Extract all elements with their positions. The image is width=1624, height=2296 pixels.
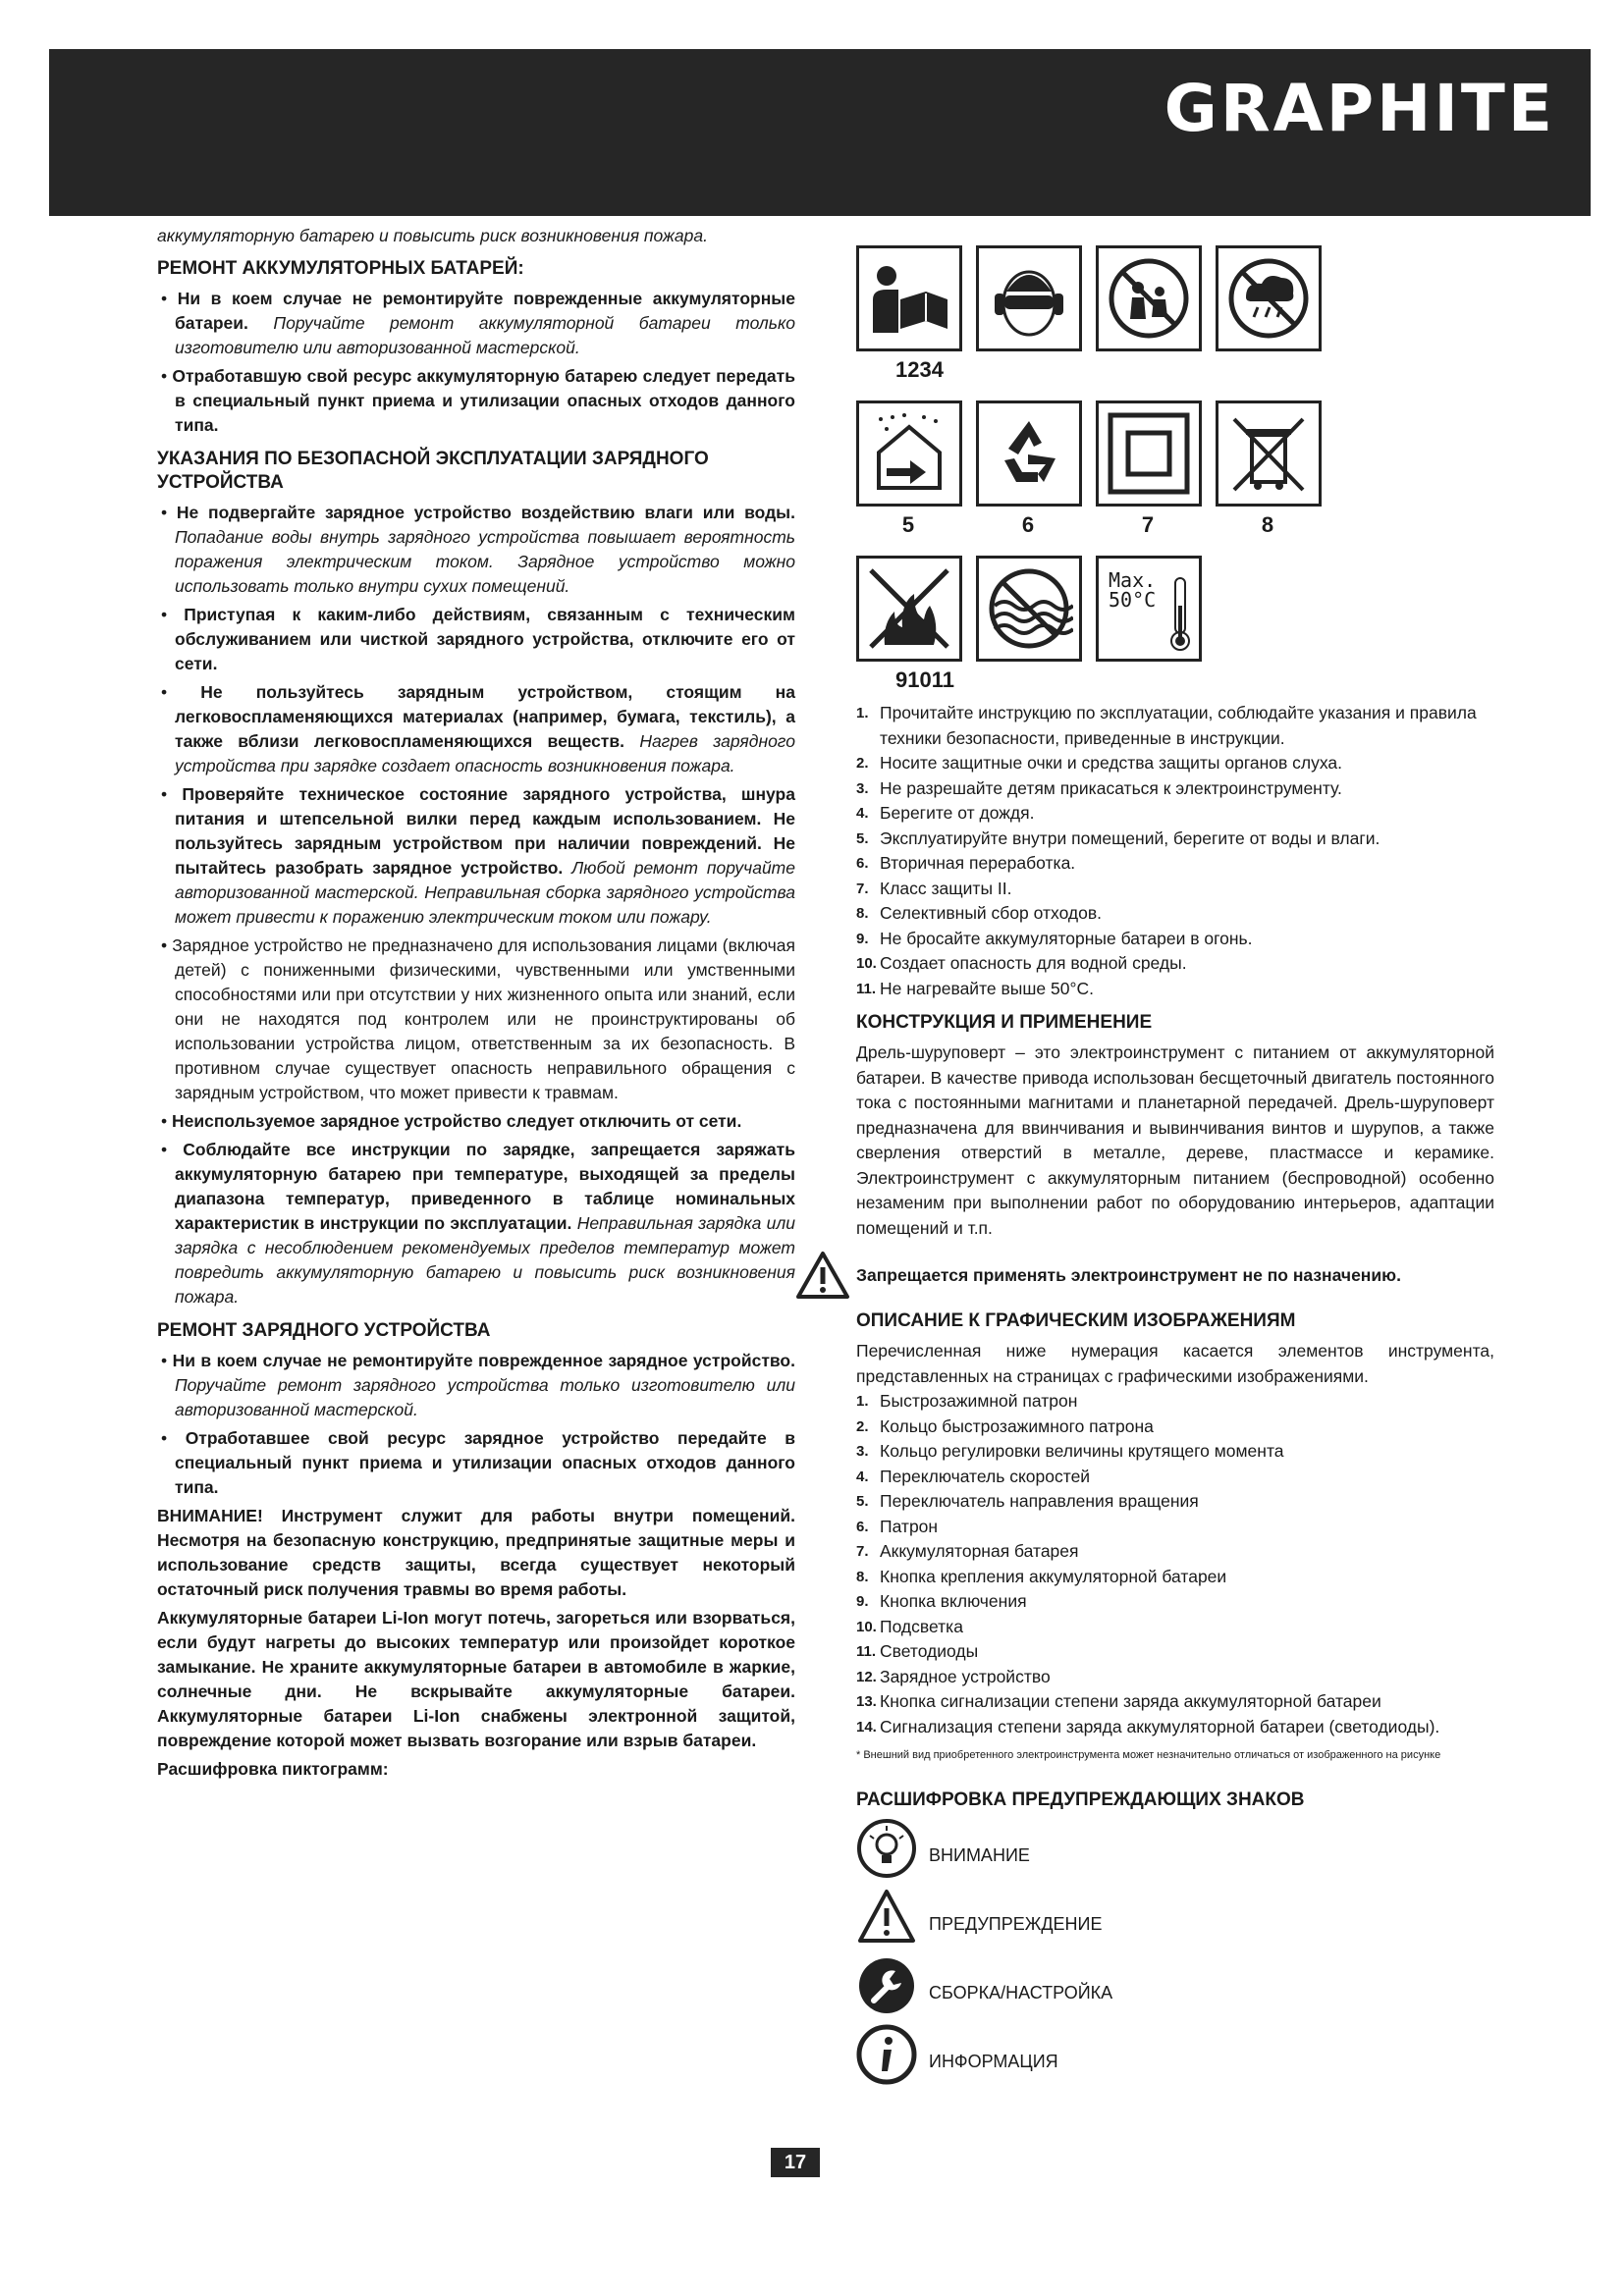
list-text: Не разрешайте детям прикасаться к электроинструменту. [880,777,1342,798]
bullet-item: • Зарядное устройство не предназначено для использования лицами (включая детей) с пониженными физическими, чувственными или умственными способностями или при отсутствии у них жизненного опыта или знаний, если они не находятся под контролем или не проинструктированы об использовании устройства лицом, ответственным за их безопасность. В противном случае существует опасность неправильного обращения с зарядным устройством, что может привести к травмам. [161,935,795,1102]
list-text: Аккумуляторная батарея [880,1541,1079,1561]
water-hazard-icon [976,556,1082,662]
list-number: 10. [856,955,877,972]
pictogram-legend-item [856,977,1494,1002]
list-number: 2. [856,1417,869,1435]
list-number: 2. [856,755,869,772]
bullet-item: • Отработавшее свой ресурс зарядное устройство передайте в специальный пункт приема и утилизации опасных отходов данного типа. [161,1428,795,1497]
list-text: Кольцо регулировки величины крутящего момента [880,1441,1284,1461]
list-text: Переключатель направления вращения [880,1491,1199,1511]
part-item [856,1489,1494,1515]
pictogram-row-1 [856,245,1494,351]
max-temperature-icon [1096,556,1202,662]
pictogram-numbers-3: 91011 [895,667,954,692]
part-item [856,1689,1494,1715]
list-number: 13. [856,1693,877,1710]
pictogram-legend-item [856,801,1494,827]
list-text: Кнопка включения [880,1591,1027,1611]
list-number: 1. [856,1393,869,1410]
max-label: Max. [1109,568,1157,592]
heading-battery-repair: РЕМОНТ АККУМУЛЯТОРНЫХ БАТАРЕЙ: [157,258,524,279]
no-children-icon [1096,245,1202,351]
list-text: Кольцо быстрозажимного патрона [880,1415,1154,1436]
part-item [856,1439,1494,1465]
list-text: Переключатель скоростей [880,1466,1091,1486]
recycling-icon [976,400,1082,507]
pictogram-legend-item [856,851,1494,877]
heading-warning-signs: РАСШИФРОВКА ПРЕДУПРЕЖДАЮЩИХ ЗНАКОВ [856,1789,1305,1810]
sign-information: ИНФОРМАЦИЯ [856,2024,1494,2085]
wrench-icon [856,1955,917,2016]
list-text: Зарядное устройство [880,1666,1051,1686]
list-number: 6. [856,1518,869,1535]
list-number: 4. [856,805,869,822]
list-text: Класс защиты II. [880,878,1012,898]
list-text: Вторичная переработка. [880,853,1076,873]
part-item [856,1389,1494,1415]
bullet-item: • Проверяйте техническое состояние зарядного устройства, шнура питания и штепсельной вилки перед каждым использованием. Не пользуйтесь зарядным устройством при наличии повреждений. Не пытайтесь разобрать зарядное устройство. Любой ремонт поручайте авторизованной мастерской. Неправильная сборка зарядного устройства может привести к поражению электрическим током или пожару. [161,784,795,927]
left-column [157,224,795,1786]
continuation-text: аккумуляторную батарею и повысить риск возникновения пожара. [157,226,708,245]
list-number: 3. [856,1443,869,1460]
list-text: Кнопка сигнализации степени заряда аккумуляторной батареи [880,1691,1381,1711]
pictogram-legend-item [856,827,1494,852]
attention-paragraph: ВНИМАНИЕ! Инструмент служит для работы внутри помещений. Несмотря на безопасную конструкцию, предпринятые защитные меры и использование средств защиты, всегда существует некоторый остаточный риск получения травмы во время работы. [157,1506,795,1599]
part-item [856,1715,1494,1740]
bullet-item: • Соблюдайте все инструкции по зарядке, запрещается заряжать аккумуляторную батарею при температуре, выходящей за пределы диапазона температур, приведенного в таблице номинальных характеристик в инструкции по эксплуатации. Неправильная зарядка или зарядка с несоблюдением рекомендуемых пределов температур может повредить аккумуляторную батарею и повысить риск возникновения пожара. [161,1140,795,1307]
list-number: 3. [856,779,869,797]
bullet-item: • Не подвергайте зарядное устройство воздействию влаги или воды. Попадание воды внутрь зарядного устройства повышает вероятность поражения электрическим током. Зарядное устройство можно использовать только внутри сухих помещений. [161,503,795,596]
heading-charger-repair: РЕМОНТ ЗАРЯДНОГО УСТРОЙСТВА [157,1320,491,1341]
bullet-item: • Ни в коем случае не ремонтируйте поврежденные аккумуляторные батареи. Поручайте ремонт аккумуляторной батареи только изготовителю или авторизованной мастерской. [161,289,795,357]
list-text: Сигнализация степени заряда аккумуляторной батареи (светодиоды). [880,1716,1440,1736]
bullet-item: • Ни в коем случае не ремонтируйте поврежденное зарядное устройство. Поручайте ремонт зарядного устройства только изготовителю или авторизованной мастерской. [161,1351,795,1419]
pictogram-legend-item [856,776,1494,802]
no-fire-battery-icon [856,556,962,662]
pictogram-legend-title: Расшифровка пиктограмм: [157,1759,389,1779]
sign-assembly: СБОРКА/НАСТРОЙКА [856,1955,1494,2016]
pictogram-legend-item [856,751,1494,776]
list-number: 5. [856,1493,869,1510]
list-number: 14. [856,1718,877,1735]
footnote: * Внешний вид приобретенного электроинструмента может незначительно отличаться от изображенного на рисунке [856,1749,1441,1761]
warning-triangle-icon [795,1251,850,1300]
list-text: Подсветка [880,1616,963,1636]
list-number: 11. [856,1643,877,1660]
list-text: Патрон [880,1516,939,1536]
thermometer-icon [1167,576,1193,653]
part-item [856,1615,1494,1640]
protection-class-ii-icon [1096,400,1202,507]
indoor-use-icon [856,400,962,507]
list-number: 8. [856,1568,869,1585]
list-number: 7. [856,1543,869,1560]
sign-attention: ВНИМАНИЕ [856,1818,1494,1879]
list-number: 8. [856,905,869,922]
list-text: Эксплуатируйте внутри помещений, берегите от воды и влаги. [880,828,1380,848]
pictogram-numbers-1: 1234 [895,357,944,382]
list-number: 9. [856,930,869,947]
part-item [856,1589,1494,1615]
list-text: Селективный сбор отходов. [880,903,1103,923]
list-number: 7. [856,880,869,897]
list-text: Берегите от дождя. [880,803,1035,823]
bullet-item: • Отработавшую свой ресурс аккумуляторную батарею следует передать в специальный пункт приема и утилизации опасных отходов данного типа. [161,366,795,435]
warning-triangle-icon [856,1887,917,1948]
list-number: 12. [856,1668,877,1685]
no-rain-icon [1216,245,1322,351]
heading-charger-safety: УКАЗАНИЯ ПО БЕЗОПАСНОЙ ЭКСПЛУАТАЦИИ ЗАРЯДНОГО УСТРОЙСТВА [157,449,709,493]
part-item [856,1415,1494,1440]
right-column [856,245,1494,2093]
crossed-bin-icon [1216,400,1322,507]
bullet-item: • Не пользуйтесь зарядным устройством, стоящим на легковоспламеняющихся материалах (например, бумага, текстиль), а также вблизи легковоспламеняющихся веществ. Нагрев зарядного устройства при зарядке создает опасность возникновения пожара. [161,682,795,775]
goggles-ear-protection-icon [976,245,1082,351]
pictogram-legend-list [856,701,1494,1001]
description-intro: Перечисленная ниже нумерация касается элементов инструмента, представленных на страницах с графическими изображениями. [856,1341,1494,1386]
pictogram-legend-item [856,927,1494,952]
pictogram-row-3 [856,556,1494,662]
brand-logo: GRAPHITE [1164,71,1555,146]
list-number: 4. [856,1468,869,1485]
bullet-item: • Неиспользуемое зарядное устройство следует отключить от сети. [161,1111,742,1131]
part-item [856,1465,1494,1490]
max-temp: 50°C [1109,588,1157,612]
pictogram-legend-item [856,877,1494,902]
page-number: 17 [771,2148,820,2177]
list-number: 9. [856,1593,869,1610]
list-number: 1. [856,705,869,721]
info-icon [856,2024,917,2085]
part-item [856,1515,1494,1540]
part-item [856,1639,1494,1665]
pictogram-legend-item [856,951,1494,977]
list-text: Не нагревайте выше 50°C. [880,978,1094,998]
pictogram-row-2 [856,400,1494,507]
list-text: Быстрозажимной патрон [880,1391,1078,1411]
part-item [856,1539,1494,1565]
heading-description: ОПИСАНИЕ К ГРАФИЧЕСКИМ ИЗОБРАЖЕНИЯМ [856,1310,1296,1331]
list-text: Светодиоды [880,1641,979,1661]
lightbulb-icon [856,1818,917,1879]
pictogram-numbers-2: 5 6 7 8 [901,512,1274,537]
list-text: Не бросайте аккумуляторные батареи в огонь. [880,928,1253,948]
list-text: Прочитайте инструкцию по эксплуатации, соблюдайте указания и правила техники безопасности, приведенные в инструкции. [880,703,1477,748]
list-number: 6. [856,855,869,872]
pictogram-legend-item [856,901,1494,927]
list-text: Носите защитные очки и средства защиты органов слуха. [880,753,1342,773]
sign-warning: ПРЕДУПРЕЖДЕНИЕ [856,1887,1494,1948]
heading-construction: КОНСТРУКЦИЯ И ПРИМЕНЕНИЕ [856,1012,1153,1033]
read-manual-icon [856,245,962,351]
pictogram-legend-item [856,701,1494,751]
bullet-item: • Приступая к каким-либо действиям, связанным с техническим обслуживанием или чисткой зарядного устройства, отключите его от сети. [161,605,795,673]
li-ion-paragraph: Аккумуляторные батареи Li-Ion могут потечь, загореться или взорваться, если будут нагреты до высоких температур или произойдет короткое замыкание. Не храните аккумуляторные батареи в автомобиле в жаркие, солнечные дни. Не вскрывайте аккумуляторные батареи. Аккумуляторные батареи Li-Ion снабжены электронной защитой, повреждение которой может вызвать возгорание или взрыв батареи. [157,1608,795,1750]
list-number: 11. [856,980,877,997]
list-text: Кнопка крепления аккумуляторной батареи [880,1566,1227,1586]
part-item [856,1665,1494,1690]
misuse-warning: Запрещается применять электроинструмент не по назначению. [795,1251,1494,1300]
part-item [856,1565,1494,1590]
construction-text: Дрель-шуруповерт – это электроинструмент с питанием от аккумуляторной батареи. В качестве привода использован бесщеточный двигатель постоянного тока с постоянными магнитами и планетарной передачей. Дрель-шуруповерт предназначена для ввинчивания и вывинчивания винтов и шурупов, а также сверления отверстий в металле, дереве, пластмассе и керамике. Электроинструмент с аккумуляторным питанием (беспроводной) особенно незаменим при выполнении работ по оборудованию интерьеров, адаптации помещений и т.п. [856,1042,1494,1238]
list-text: Создает опасность для водной среды. [880,953,1187,973]
list-number: 10. [856,1618,877,1635]
list-number: 5. [856,829,869,847]
parts-list [856,1389,1494,1739]
